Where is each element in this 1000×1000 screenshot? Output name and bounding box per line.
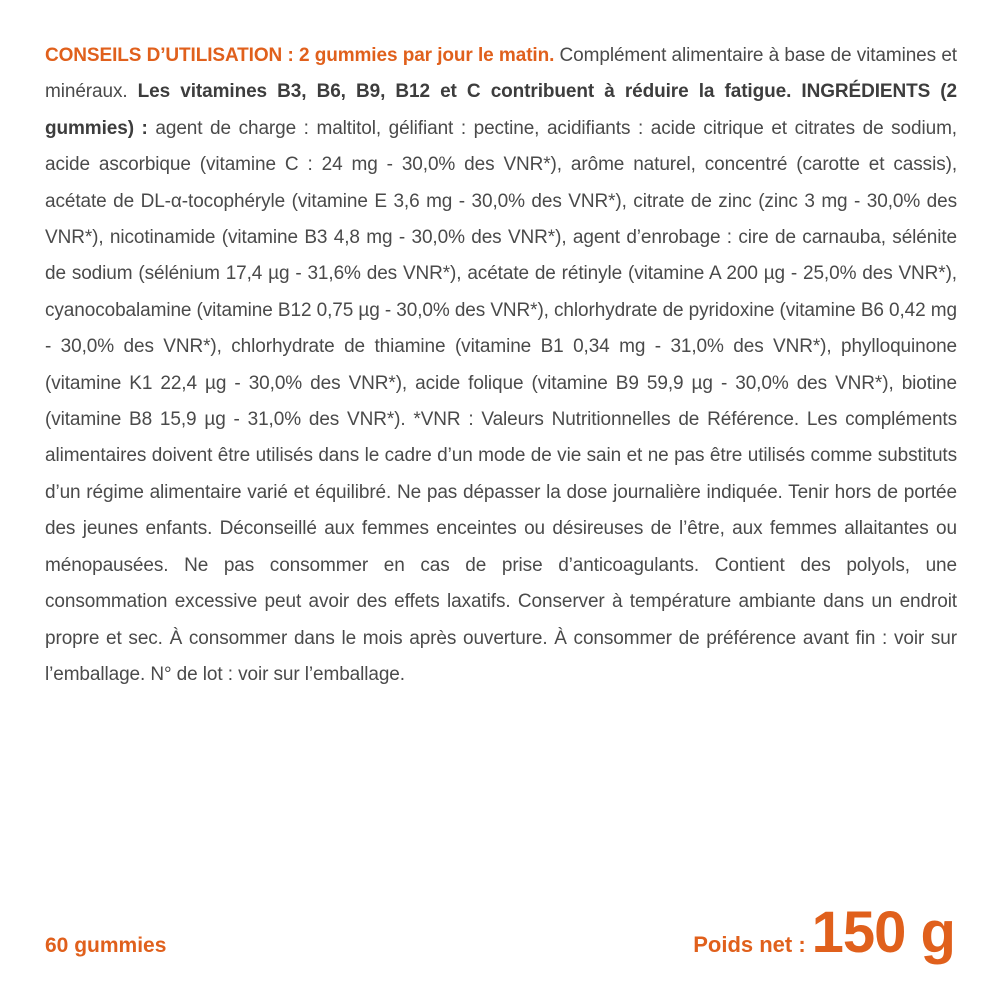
net-weight-label: Poids net : [693,932,806,957]
product-label-text [45,38,957,693]
intro-text: Complément alimentaire à base de vitamines et minéraux. [45,45,957,103]
ingredients-text: agent de charge : maltitol, gélifiant : pectine, acidifiants : acide citrique et citrates de sodium, acide ascorbique (vitamine C : 24 mg - 30,0% des VNR*), arôme naturel, concentré (carotte et cassis), acétate de DL-α-tocophéryle (vitamine E 3,6 mg - 30,0% des VNR*), citrate de zinc (zinc 3 mg - 30,0% des VNR*), nicotinamide (vitamine B3 4,8 mg - 30,0% des VNR*), agent d’enrobage : cire de carnauba, sélénite de sodium (sélénium 17,4 µg - 31,6% des VNR*), acétate de rétinyle (vitamine A 200 µg - 25,0% des VNR*), cyanocobalamine (vitamine B12 0,75 µg - 30,0% des VNR*), chlorhydrate de pyridoxine (vitamine B6 0,42 mg - 30,0% des VNR*), chlorhydrate de thiamine (vitamine B1 0,34 mg - 31,0% des VNR*), phylloquinone (vitamine K1 22,4 µg - 30,0% des VNR*), acide folique (vitamine B9 59,9 µg - 30,0% des VNR*), biotine (vitamine B8 15,9 µg - 31,0% des VNR*). *VNR : Valeurs Nutritionnelles de Référence. Les compléments alimentaires doivent être utilisés dans le cadre d’un mode de vie sain et ne pas être utilisés comme substituts d’un régime alimentaire varié et équilibré. Ne pas dépasser la dose journalière indiquée. Tenir hors de portée des jeunes enfants. Déconseillé aux femmes enceintes ou désireuses de l’être, aux femmes allaitantes ou ménopausées. Ne pas consommer en cas de prise d’anticoagulants. Contient des polyols, une consommation excessive peut avoir des effets laxatifs. Conserver à température ambiante dans un endroit propre et sec. À consommer dans le mois après ouverture. À consommer de préférence avant fin : voir sur l’emballage. N° de lot : voir sur l’emballage. [45,117,957,685]
label-footer [45,900,955,970]
ingredients-heading: INGRÉDIENTS (2 gummies) : [45,81,957,139]
net-weight [693,899,955,966]
health-claim: Les vitamines B3, B6, B9, B12 et C contribuent à réduire la fatigue. [137,81,792,103]
gummies-count: 60 gummies [45,934,167,957]
net-weight-value: 150 g [811,900,955,965]
usage-heading: CONSEILS D’UTILISATION : 2 gummies par jour le matin. [45,45,555,66]
